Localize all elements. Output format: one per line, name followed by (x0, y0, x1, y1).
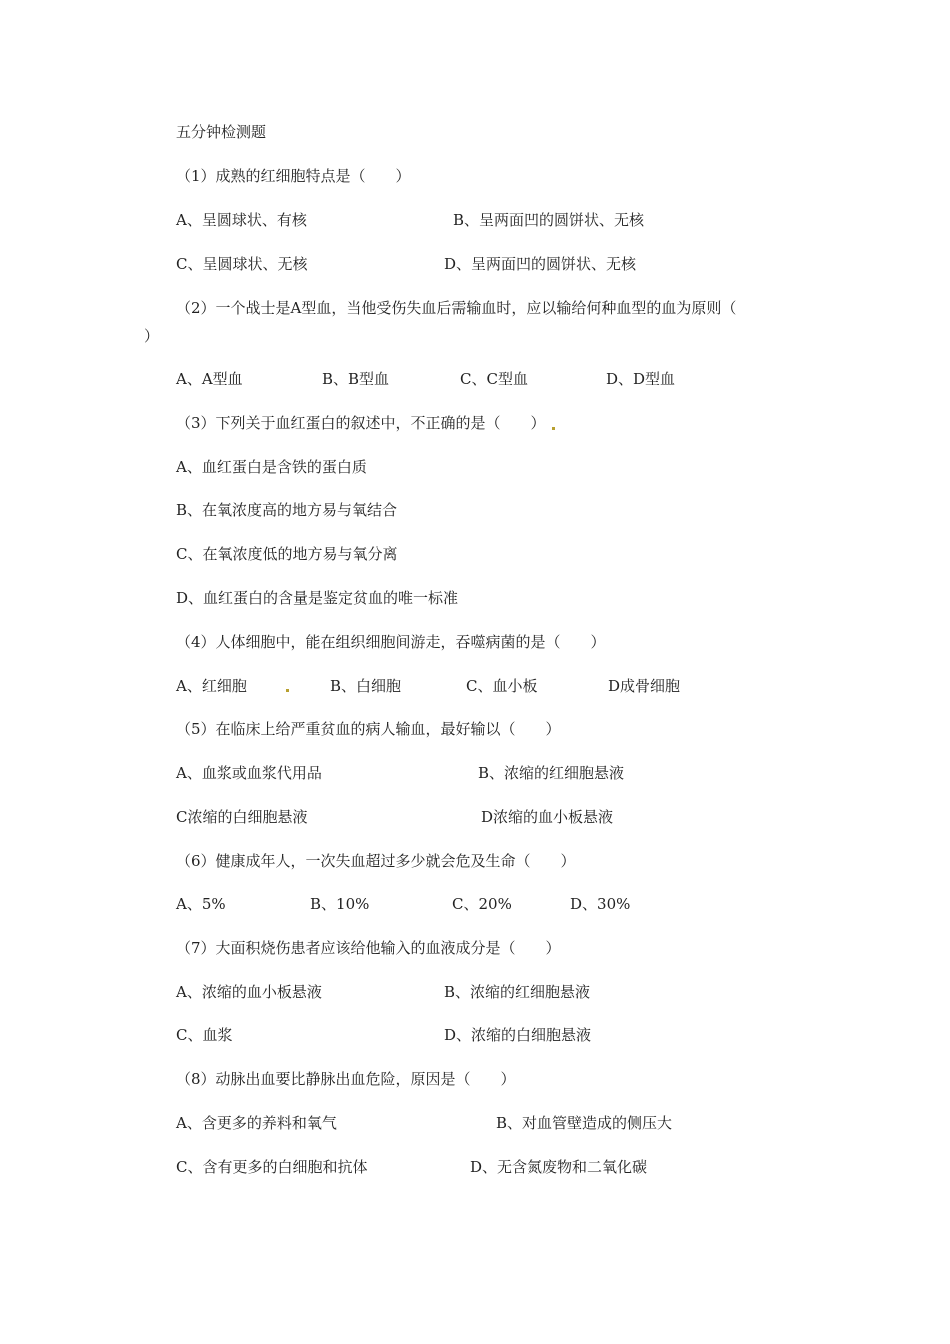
question-2-option-d: D、D型血 (606, 370, 676, 388)
question-7-stem: （7）大面积烧伤患者应该给他输入的血液成分是（ ） (176, 939, 561, 957)
question-7-option-a: A、浓缩的血小板悬液 (176, 983, 322, 1001)
question-6-option-a: A、5% (176, 895, 226, 913)
question-8-stem: （8）动脉出血要比静脉出血危险，原因是（ ） (176, 1070, 516, 1088)
question-4-stem: （4）人体细胞中，能在组织细胞间游走，吞噬病菌的是（ ） (176, 633, 606, 651)
question-8-option-a: A、含更多的养料和氧气 (176, 1114, 337, 1132)
question-1-option-b: B、呈两面凹的圆饼状、无核 (453, 211, 645, 229)
question-3-stem: （3）下列关于血红蛋白的叙述中，不正确的是（ ） (176, 414, 546, 432)
question-2-stem-continuation: ） (144, 327, 160, 345)
question-8-option-c: C、含有更多的白细胞和抗体 (176, 1158, 368, 1176)
question-2-option-b: B、B型血 (322, 370, 390, 388)
question-7-option-b: B、浓缩的红细胞悬液 (444, 983, 591, 1001)
question-8-option-d: D、无含氮废物和二氧化碳 (470, 1158, 648, 1176)
question-6-option-c: C、20% (452, 895, 512, 913)
question-4-option-c: C、血小板 (466, 677, 538, 695)
question-5-option-c: C浓缩的白细胞悬液 (176, 808, 308, 826)
question-5-option-d: D浓缩的血小板悬液 (481, 808, 614, 826)
question-1-option-c: C、呈圆球状、无核 (176, 255, 308, 273)
question-1-option-d: D、呈两面凹的圆饼状、无核 (444, 255, 637, 273)
stray-mark (552, 427, 555, 430)
question-4-option-d: D成骨细胞 (608, 677, 681, 695)
question-6-option-d: D、30% (570, 895, 631, 913)
question-3-option-a: A、血红蛋白是含铁的蛋白质 (176, 458, 367, 476)
question-5-stem: （5）在临床上给严重贫血的病人输血，最好输以（ ） (176, 720, 561, 738)
question-3-option-c: C、在氧浓度低的地方易与氧分离 (176, 545, 398, 563)
question-2-option-c: C、C型血 (460, 370, 528, 388)
question-3-option-b: B、在氧浓度高的地方易与氧结合 (176, 501, 398, 519)
question-2-stem: （2）一个战士是A型血，当他受伤失血后需输血时，应以输给何种血型的血为原则（ (176, 299, 737, 317)
question-7-option-c: C、血浆 (176, 1026, 233, 1044)
question-3-option-d: D、血红蛋白的含量是鉴定贫血的唯一标准 (176, 589, 459, 607)
question-7-option-d: D、浓缩的白细胞悬液 (444, 1026, 592, 1044)
question-1-stem: （1）成熟的红细胞特点是（ ） (176, 167, 411, 185)
question-4-option-b: B、白细胞 (330, 677, 402, 695)
question-2-option-a: A、A型血 (176, 370, 243, 388)
question-8-option-b: B、对血管壁造成的侧压大 (496, 1114, 673, 1132)
question-5-option-a: A、血浆或血浆代用品 (176, 764, 322, 782)
question-5-option-b: B、浓缩的红细胞悬液 (478, 764, 625, 782)
question-4-option-a: A、红细胞 (176, 677, 247, 695)
stray-mark (286, 689, 289, 692)
question-6-option-b: B、10% (310, 895, 370, 913)
question-6-stem: （6）健康成年人，一次失血超过多少就会危及生命（ ） (176, 852, 576, 870)
page-title: 五分钟检测题 (176, 123, 267, 141)
question-1-option-a: A、呈圆球状、有核 (176, 211, 307, 229)
